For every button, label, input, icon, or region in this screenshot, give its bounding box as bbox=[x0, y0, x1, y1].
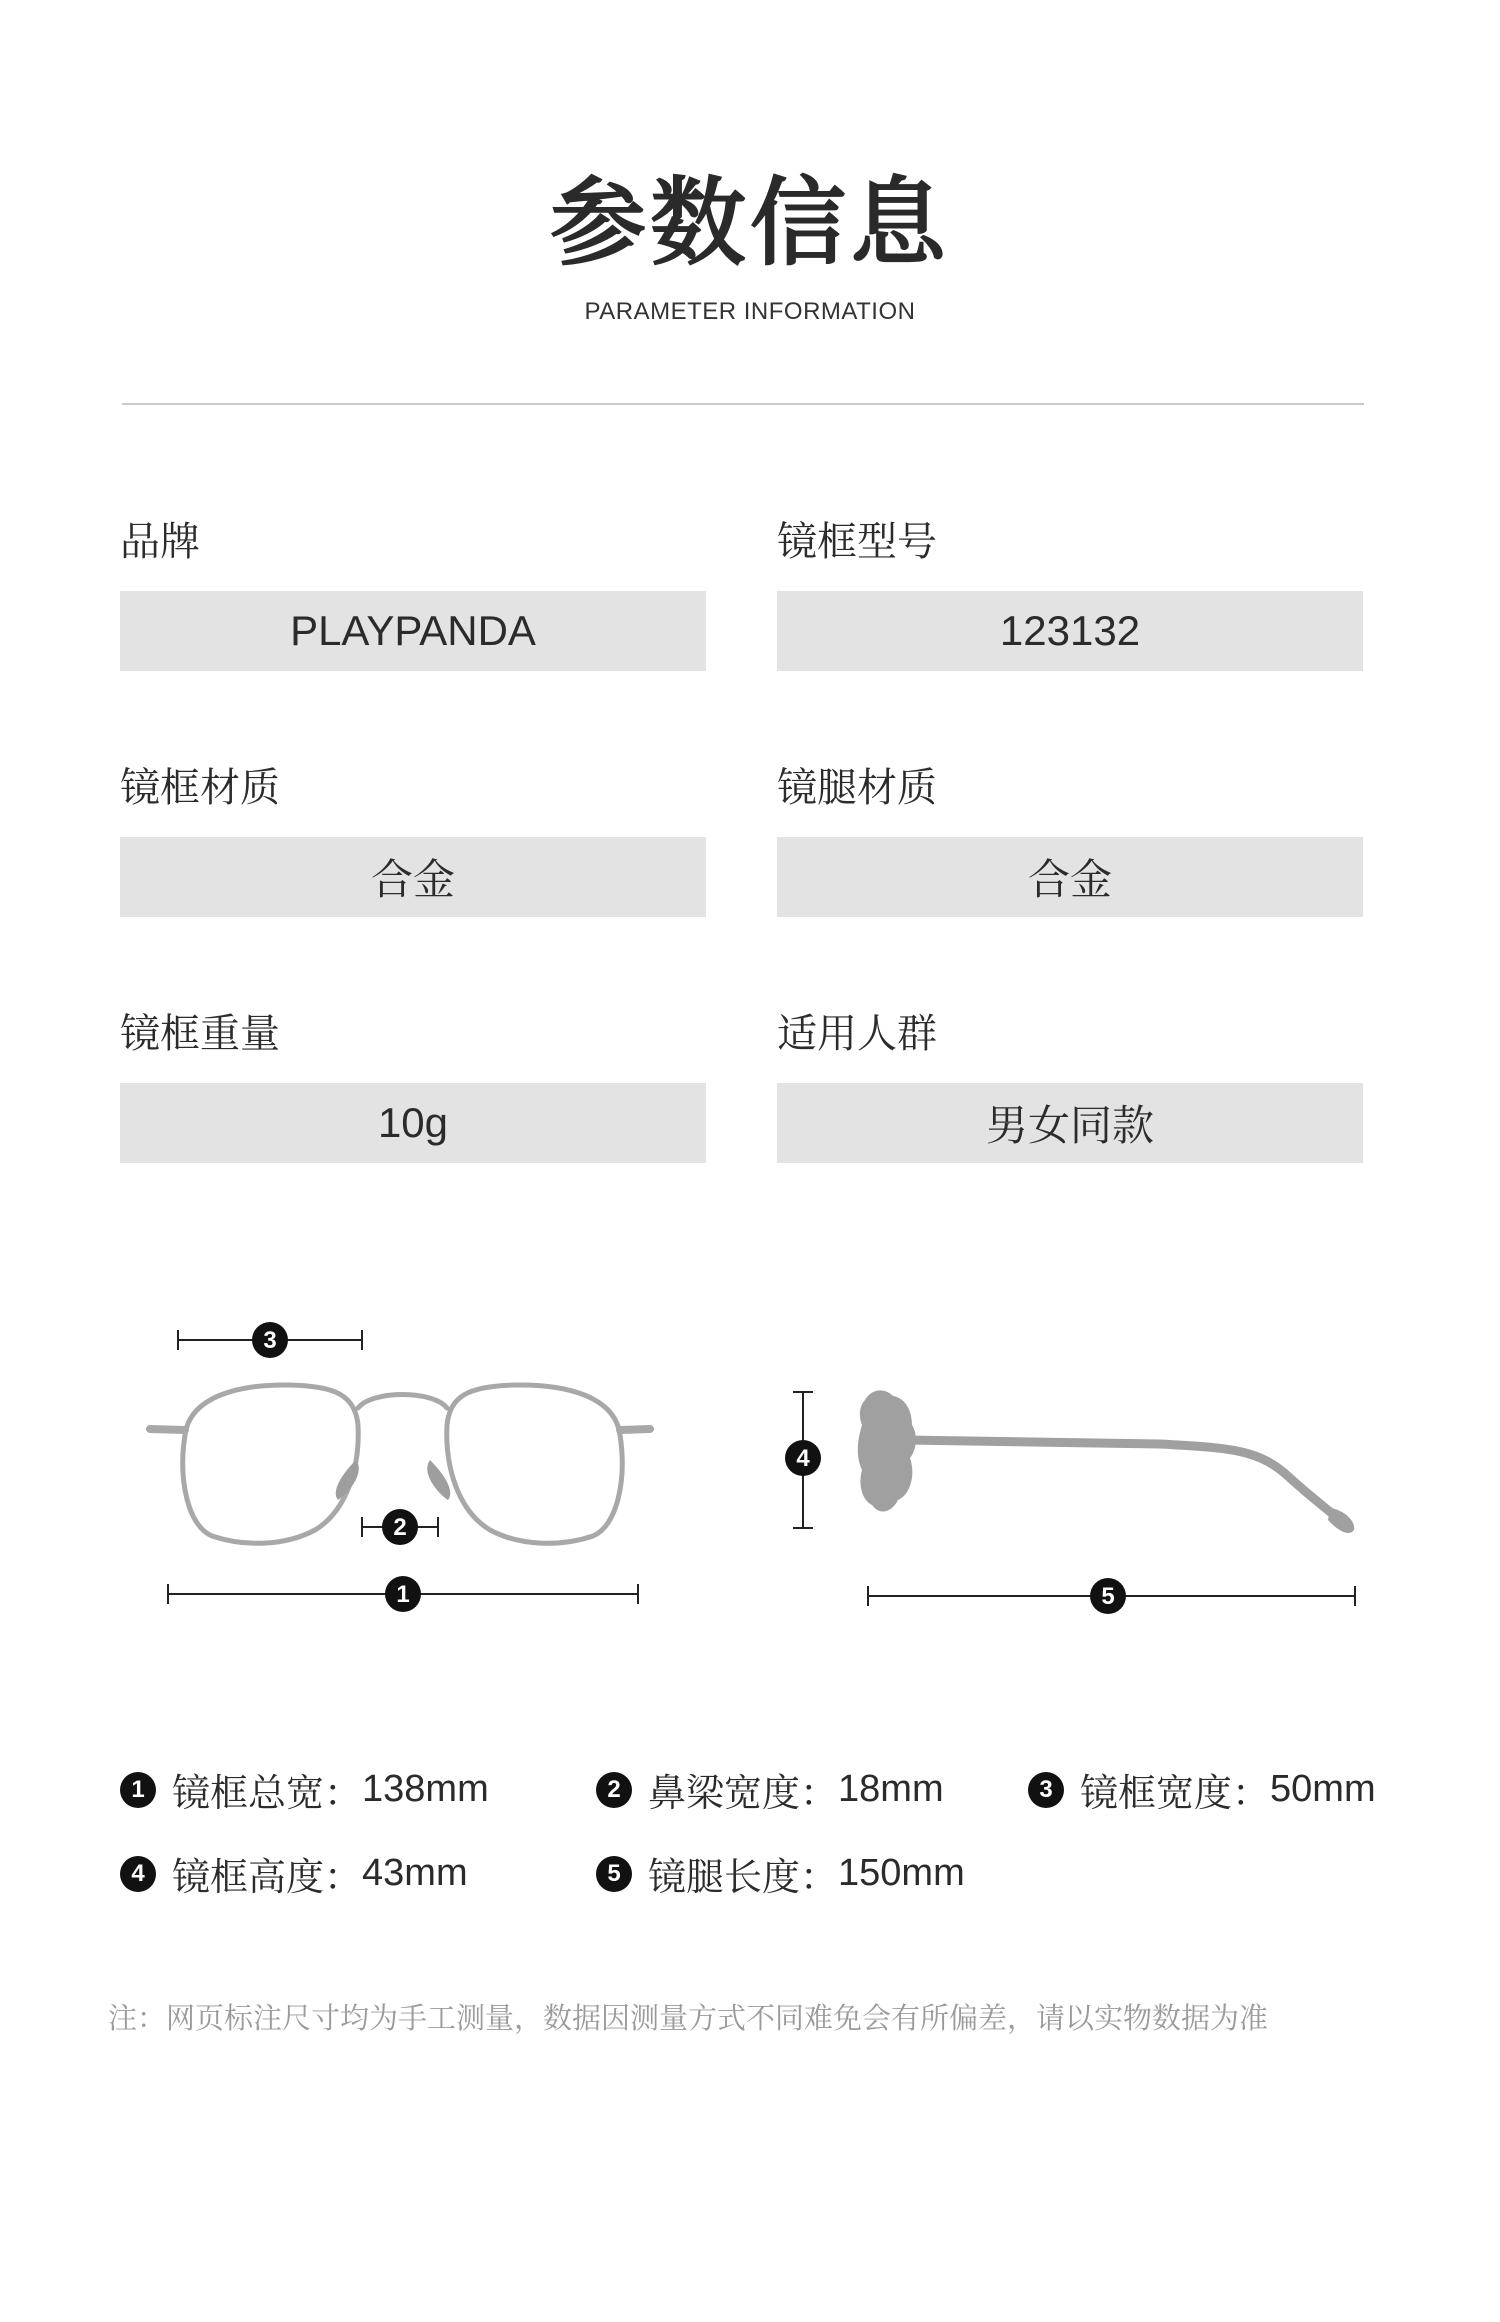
measurement-frame-height bbox=[120, 1846, 468, 1901]
measurement-temple-length bbox=[596, 1846, 965, 1901]
number-badge: 4 bbox=[120, 1856, 156, 1892]
frame-material-label: 镜框材质 bbox=[120, 765, 280, 811]
measurement-label: 镜框宽度： bbox=[1080, 1771, 1271, 1815]
glasses-side-view bbox=[858, 1390, 1354, 1533]
svg-text:4: 4 bbox=[796, 1445, 810, 1472]
svg-text:3: 3 bbox=[263, 1327, 277, 1354]
header-divider bbox=[122, 403, 1364, 405]
right-temple-stub bbox=[620, 1429, 650, 1430]
frame-weight-value: 10g bbox=[120, 1083, 706, 1163]
temple-arm bbox=[905, 1440, 1348, 1526]
marker-5 bbox=[1090, 1578, 1126, 1614]
marker-4 bbox=[785, 1440, 821, 1476]
marker-2 bbox=[382, 1509, 418, 1545]
frame-weight-label: 镜框重量 bbox=[120, 1011, 280, 1057]
measurement-label: 镜框高度： bbox=[172, 1855, 363, 1899]
audience-label: 适用人群 bbox=[777, 1011, 937, 1057]
measurement-total-width bbox=[120, 1762, 489, 1817]
measurement-label: 镜框总宽： bbox=[172, 1771, 363, 1815]
glasses-dimension-diagram bbox=[0, 1300, 1500, 1640]
brand-value: PLAYPANDA bbox=[120, 591, 706, 671]
frame-material-value: 合金 bbox=[120, 837, 706, 917]
temple-tip bbox=[1328, 1508, 1354, 1533]
model-value: 123132 bbox=[777, 591, 1363, 671]
dimension-lines bbox=[168, 1330, 1355, 1606]
side-frame bbox=[858, 1390, 916, 1511]
audience-value: 男女同款 bbox=[777, 1083, 1363, 1163]
measurement-label: 鼻梁宽度： bbox=[648, 1771, 839, 1815]
number-badge: 2 bbox=[596, 1772, 632, 1808]
number-badge: 5 bbox=[596, 1856, 632, 1892]
measurement-note: 注：网页标注尺寸均为手工测量，数据因测量方式不同难免会有所偏差，请以实物数据为准 bbox=[108, 2001, 1269, 2035]
brand-label: 品牌 bbox=[120, 519, 200, 565]
measurement-label: 镜腿长度： bbox=[648, 1855, 839, 1899]
model-label: 镜框型号 bbox=[777, 519, 937, 565]
measurement-value: 18mm bbox=[838, 1768, 944, 1810]
measurement-value: 50mm bbox=[1270, 1768, 1376, 1810]
temple-material-label: 镜腿材质 bbox=[777, 765, 937, 811]
svg-text:5: 5 bbox=[1101, 1583, 1115, 1610]
right-lens bbox=[447, 1385, 622, 1543]
svg-text:1: 1 bbox=[396, 1581, 410, 1608]
marker-1 bbox=[385, 1576, 421, 1612]
measurement-value: 138mm bbox=[362, 1768, 489, 1810]
svg-text:2: 2 bbox=[393, 1514, 407, 1541]
number-badge: 3 bbox=[1028, 1772, 1064, 1808]
left-lens bbox=[183, 1385, 358, 1543]
bridge bbox=[358, 1395, 447, 1409]
temple-material-value: 合金 bbox=[777, 837, 1363, 917]
measurement-lens-width bbox=[1028, 1762, 1376, 1817]
left-temple-stub bbox=[150, 1429, 185, 1430]
number-badge: 1 bbox=[120, 1772, 156, 1808]
nose-pads bbox=[336, 1460, 451, 1500]
measurement-value: 43mm bbox=[362, 1852, 468, 1894]
page-subtitle: PARAMETER INFORMATION bbox=[584, 298, 916, 325]
measurement-value: 150mm bbox=[838, 1852, 965, 1894]
measurement-bridge-width bbox=[596, 1762, 944, 1817]
page-title: 参数信息 bbox=[550, 167, 950, 279]
marker-3 bbox=[252, 1322, 288, 1358]
